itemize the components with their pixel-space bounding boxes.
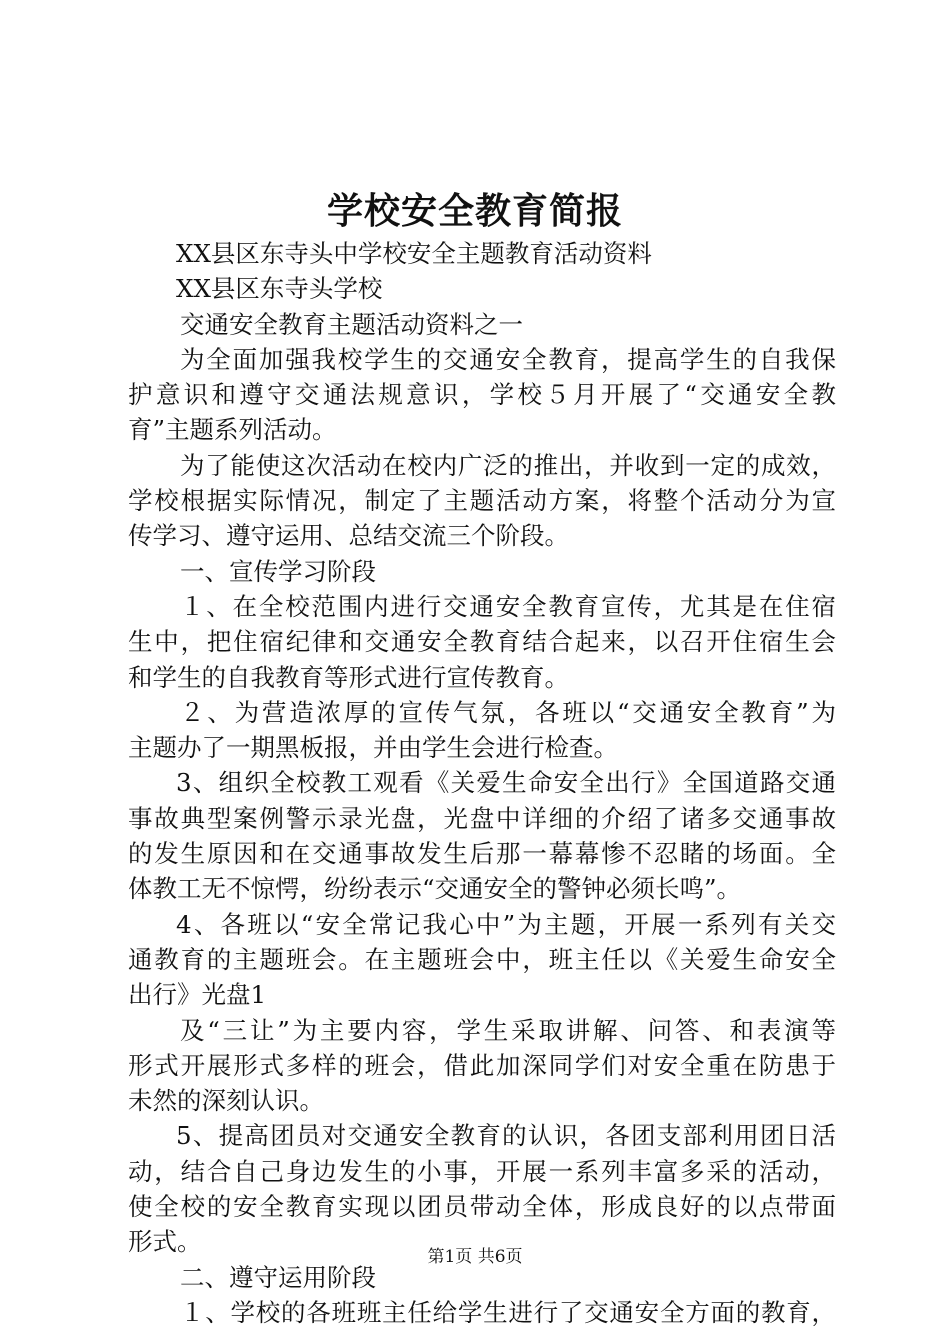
text-line: 体教工无不惊愕，纷纷表示“交通安全的警钟必须长鸣”。 <box>128 874 742 904</box>
text-line: 生中，把住宿纪律和交通安全教育结合起来，以召开住宿生会 <box>128 627 836 657</box>
text-line: 传学习、遵守运用、总结交流三个阶段。 <box>128 521 569 551</box>
page-footer: 第1页 共6页 <box>427 1247 523 1267</box>
text-line: XX县区东寺头学校 <box>176 274 383 304</box>
text-line: 主题办了一期黑板报，并由学生会进行检查。 <box>128 733 618 763</box>
text-line: ２、为营造浓厚的宣传气氛，各班以“交通安全教育”为 <box>180 697 836 727</box>
text-line: 4、各班以“安全常记我心中”为主题，开展一系列有关交 <box>176 909 836 939</box>
document-body <box>128 236 836 1330</box>
text-line: 事故典型案例警示录光盘，光盘中详细的介绍了诸多交通事故 <box>128 803 836 833</box>
text-line: 3、组织全校教工观看《关爱生命安全出行》全国道路交通 <box>176 768 836 798</box>
text-line: 育”主题系列活动。 <box>128 415 337 445</box>
text-line: １、学校的各班班主任给学生进行了交通安全方面的教育， <box>180 1297 836 1327</box>
text-line: 为了能使这次活动在校内广泛的推出，并收到一定的成效， <box>180 450 836 480</box>
text-line: 形式。 <box>128 1227 202 1257</box>
text-line: XX县区东寺头中学校安全主题教育活动资料 <box>176 239 652 268</box>
text-line: 交通安全教育主题活动资料之一 <box>180 309 523 339</box>
text-line: 二、遵守运用阶段 <box>180 1262 376 1292</box>
text-line: 及“三让”为主要内容，学生采取讲解、问答、和表演等 <box>180 1015 836 1045</box>
text-line: 5、提高团员对交通安全教育的认识，各团支部利用团日活 <box>176 1121 836 1151</box>
text-line: 护意识和遵守交通法规意识，学校５月开展了“交通安全教 <box>128 380 836 410</box>
page-title: 学校安全教育简报 <box>326 190 623 232</box>
text-line: １、在全校范围内进行交通安全教育宣传，尤其是在住宿 <box>180 591 836 621</box>
text-line: 的发生原因和在交通事故发生后那一幕幕惨不忍睹的场面。全 <box>128 839 836 869</box>
text-line: 动，结合自己身边发生的小事，开展一系列丰富多采的活动， <box>128 1156 836 1186</box>
text-line: 形式开展形式多样的班会，借此加深同学们对安全重在防患于 <box>128 1050 836 1080</box>
text-line: 学校根据实际情况，制定了主题活动方案，将整个活动分为宣 <box>128 486 836 516</box>
text-line: 通教育的主题班会。在主题班会中，班主任以《关爱生命安全 <box>128 944 836 974</box>
text-line: 和学生的自我教育等形式进行宣传教育。 <box>128 662 569 692</box>
text-line: 未然的深刻认识。 <box>128 1086 324 1116</box>
text-line: 为全面加强我校学生的交通安全教育，提高学生的自我保 <box>180 344 836 374</box>
text-line: 使全校的安全教育实现以团员带动全体，形成良好的以点带面 <box>128 1192 836 1222</box>
text-line: 一、宣传学习阶段 <box>180 556 376 586</box>
text-line: 出行》光盘1 <box>128 980 267 1010</box>
